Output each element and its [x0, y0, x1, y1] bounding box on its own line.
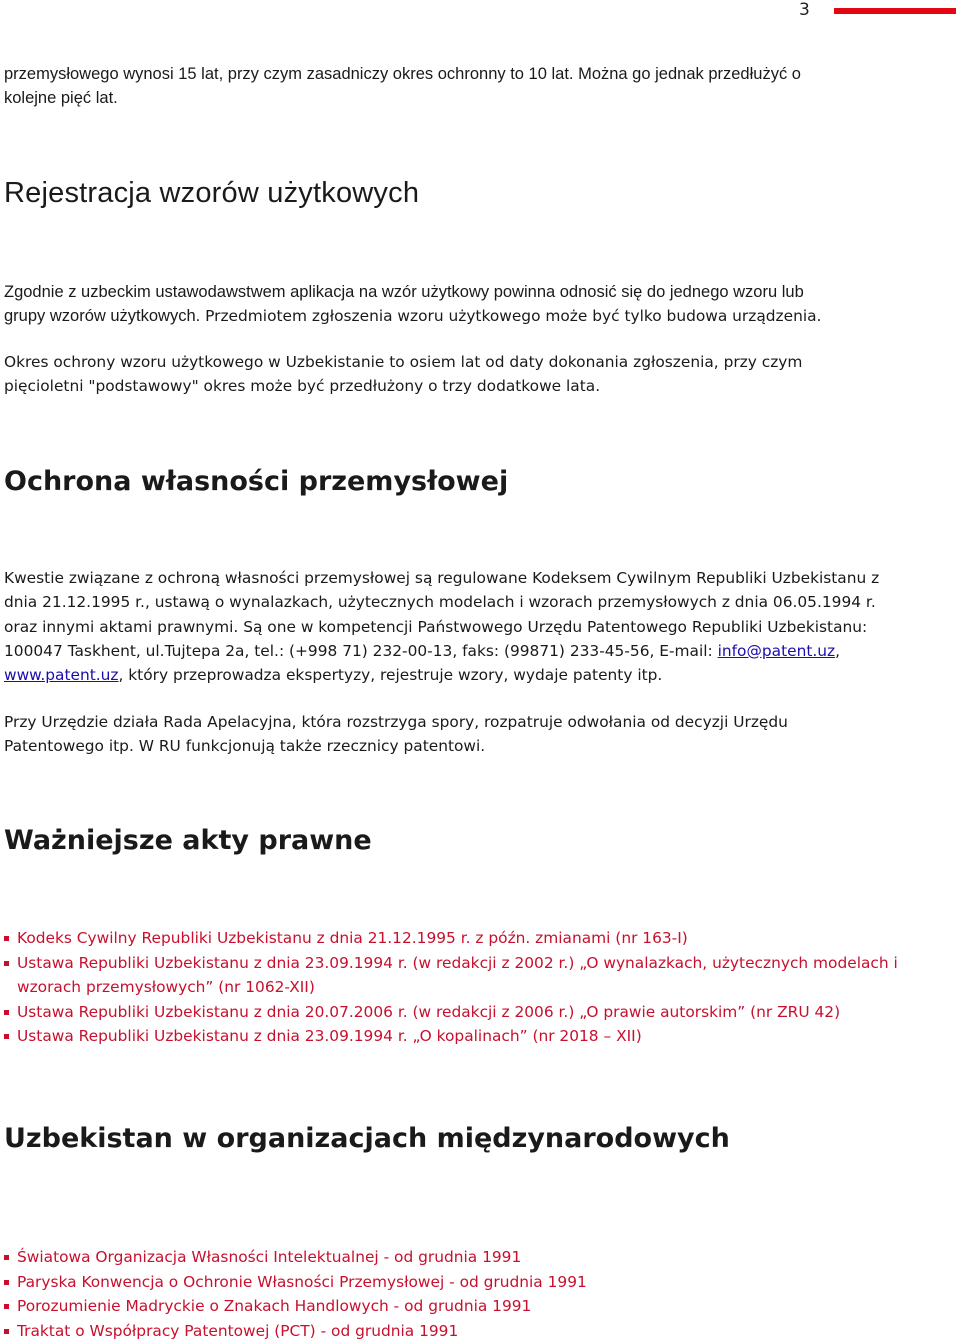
industrial-p1-line-2: dnia 21.12.1995 r., ustawą o wynalazkach, użytecznych modelach i wzorach przemysłowych z dnia 06.05.1994 r.: [4, 593, 876, 612]
contact-text: 100047 Taskhent, ul.Tujtepa 2a, tel.: (+998 71) 232-00-13, faks: (99871) 233-45-56, E-mail:: [4, 641, 718, 660]
bullet-icon: [4, 936, 9, 941]
utility-p2-line-2: pięcioletni "podstawowy" okres może być przedłużony o trzy dodatkowe lata.: [4, 377, 601, 396]
industrial-p2-line-1: Przy Urzędzie działa Rada Apelacyjna, która rozstrzyga spory, rozpatruje odwołania od decyzji Urzędu: [4, 713, 788, 731]
heading-utility-models: Rejestracja wzorów użytkowych: [4, 177, 420, 209]
industrial-p1-line-3: oraz innymi aktami prawnymi. Są one w kompetencji Państwowego Urzędu Patentowego Republiki Uzbekistanu:: [4, 617, 868, 636]
list-item-label: Światowa Organizacja Własności Intelektualnej - od grudnia 1991: [17, 1248, 522, 1266]
bullet-icon: [4, 1255, 9, 1260]
bullet-icon: [4, 961, 9, 966]
legal-acts-list: [4, 926, 956, 1049]
industrial-paragraph-2: [4, 710, 956, 759]
list-item-label: Paryska Konwencja o Ochronie Własności Przemysłowej - od grudnia 1991: [17, 1272, 587, 1291]
list-item[interactable]: [4, 951, 956, 1000]
utility-p1-segment-a: grupy wzorów użytkowych.: [4, 307, 201, 326]
list-item[interactable]: [4, 926, 956, 951]
list-item-label: Ustawa Republiki Uzbekistanu z dnia 20.07.2006 r. (w redakcji z 2006 r.) „O prawie autorskim” (nr ZRU 42): [17, 1002, 841, 1021]
intro-line-2: kolejne pięć lat.: [4, 89, 118, 108]
utility-p1-segment-b: Przedmiotem zgłoszenia wzoru użytkowego może być tylko budowa urządzenia.: [200, 307, 822, 326]
bullet-icon: [4, 1010, 9, 1015]
page-accent-bar: [834, 8, 956, 14]
heading-legal-acts: Ważniejsze akty prawne: [4, 825, 372, 856]
list-item[interactable]: [4, 1270, 956, 1295]
industrial-p2-line-2: Patentowego itp. W RU funkcjonują także rzecznicy patentowi.: [4, 737, 486, 756]
list-item[interactable]: [4, 1319, 956, 1344]
utility-paragraph-2: [4, 350, 956, 399]
list-item-label: Ustawa Republiki Uzbekistanu z dnia 23.09.1994 r. (w redakcji z 2002 r.) „O wynalazkach, użytecznych modelach i wzorach przemysłowych” (nr 1062-XII): [17, 953, 898, 996]
list-item-label: Ustawa Republiki Uzbekistanu z dnia 23.09.1994 r. „O kopalinach” (nr 2018 – XII): [17, 1027, 642, 1045]
utility-paragraph-1: [4, 280, 956, 329]
contact-comma: ,: [835, 641, 840, 660]
list-item[interactable]: [4, 1024, 956, 1049]
list-item-label: Porozumienie Madryckie o Znakach Handlowych - od grudnia 1991: [17, 1297, 532, 1315]
intro-line-1: przemysłowego wynosi 15 lat, przy czym zasadniczy okres ochronny to 10 lat. Można go jednak przedłużyć o: [4, 65, 801, 83]
email-link[interactable]: info@patent.uz: [717, 641, 836, 660]
list-item[interactable]: [4, 1000, 956, 1025]
bullet-icon: [4, 1034, 9, 1039]
intro-paragraph: [4, 62, 956, 111]
list-item-label: Kodeks Cywilny Republiki Uzbekistanu z dnia 21.12.1995 r. z późn. zmianami (nr 163-I): [17, 929, 688, 947]
industrial-p1-tail: , który przeprowadza ekspertyzy, rejestruje wzory, wydaje patenty itp.: [118, 666, 663, 685]
bullet-icon: [4, 1304, 9, 1309]
heading-international-orgs: Uzbekistan w organizacjach międzynarodowych: [4, 1123, 730, 1154]
industrial-p1-line-5: [4, 663, 956, 687]
industrial-paragraph-1: [4, 566, 956, 687]
list-item[interactable]: [4, 1294, 956, 1319]
utility-p1-line-2: [4, 304, 956, 328]
industrial-p1-line-4: [4, 639, 956, 663]
website-link[interactable]: www.patent.uz: [4, 666, 119, 685]
utility-p1-line-1: Zgodnie z uzbeckim ustawodawstwem aplikacja na wzór użytkowy powinna odnosić się do jednego wzoru lub: [4, 283, 804, 301]
utility-p2-line-1: Okres ochrony wzoru użytkowego w Uzbekistanie to osiem lat od daty dokonania zgłoszenia, przy czym: [4, 353, 803, 371]
bullet-icon: [4, 1329, 9, 1334]
bullet-icon: [4, 1280, 9, 1285]
page-number: 3: [799, 0, 810, 20]
international-orgs-list: [4, 1245, 956, 1343]
list-item[interactable]: [4, 1245, 956, 1270]
list-item-label: Traktat o Współpracy Patentowej (PCT) - od grudnia 1991: [17, 1321, 459, 1340]
heading-industrial-property: Ochrona własności przemysłowej: [4, 466, 509, 497]
industrial-p1-line-1: Kwestie związane z ochroną własności przemysłowej są regulowane Kodeksem Cywilnym Republiki Uzbekistanu z: [4, 569, 880, 587]
